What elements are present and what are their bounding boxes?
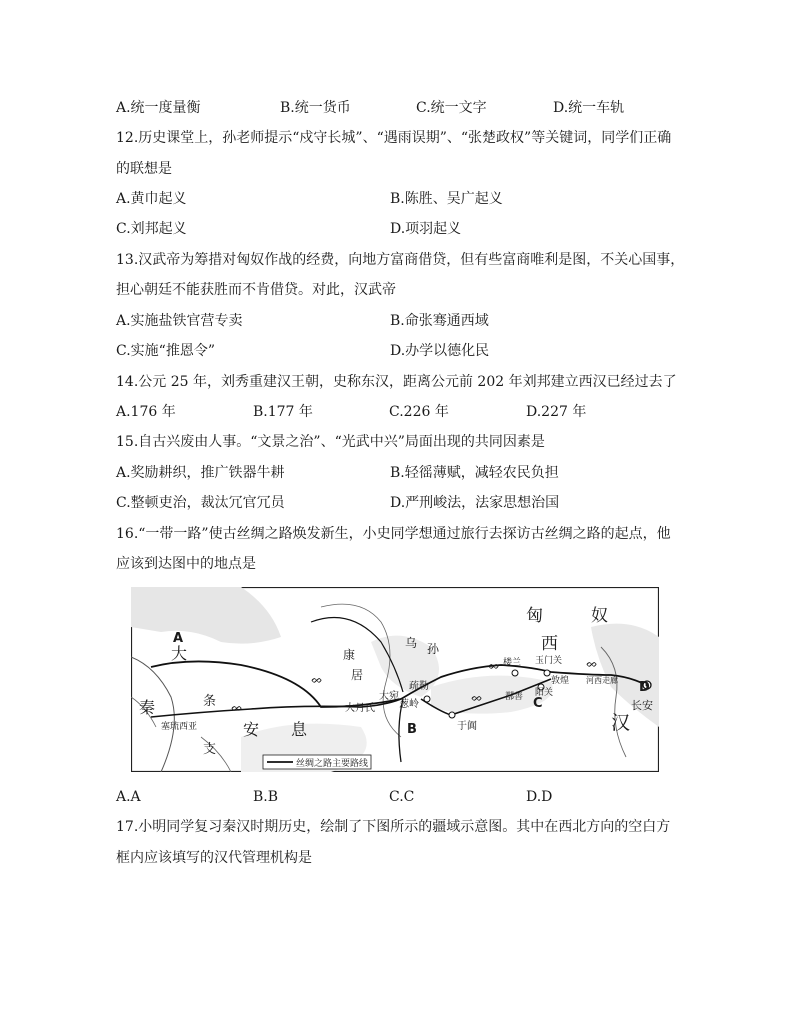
q14-option-c: C.226 年 [389,404,449,420]
q13-option-a: A.实施盐铁官营专卖 [116,313,243,329]
q13-option-c: C.实施“推恩令” [116,343,215,359]
region-tiaozhi-2: 支 [203,742,217,757]
q16-stem-line1: 16.“一带一路”使古丝绸之路焕发新生，小史同学想通过旅行去探访古丝绸之路的起点，他 [116,526,671,542]
region-anxi-2: 息 [291,720,308,739]
q16-stem-line2: 应该到达图中的地点是 [116,556,256,572]
q15-stem-line1: 15.自古兴废由人事。“文景之治”、“光武中兴”局面出现的共同因素是 [116,434,545,450]
region-anxi-1: 安 [243,720,260,739]
place-shanshan: 鄯善 [505,692,524,702]
q11-option-a: A.统一度量衡 [116,100,201,116]
region-kangju-1: 康 [343,648,356,662]
city-marker-yutian [449,712,455,718]
q12-option-a: A.黄巾起义 [116,191,187,207]
place-changan: 长安 [631,699,653,712]
place-yutian: 于阗 [457,721,477,732]
marker-d: D [639,680,650,695]
region-kangju-2: 居 [351,668,364,682]
q15-option-a: A.奖励耕织，推广铁器牛耕 [116,465,285,481]
q13-option-d: D.办学以德化民 [390,343,490,359]
place-dayuezhi: 大月氏 [345,703,375,714]
region-tiaozhi-1: 条 [203,694,217,709]
q17-stem-line2: 框内应该填写的汉代管理机构是 [116,850,312,866]
q14-stem-line1: 14.公元 25 年，刘秀重建汉王朝，史称东汉，距离公元前 202 年刘邦建立西汉已经过去了 [116,374,677,390]
region-xiongnu-1: 匈 [526,606,543,626]
q15-option-d: D.严刑峻法，法家思想治国 [390,495,560,511]
q11-option-b: B.统一货币 [280,100,351,116]
place-loulan: 楼兰 [503,658,522,668]
camel-icon-5: ᨖ [586,657,598,670]
q16-option-b: B.B [253,789,279,805]
q15-option-b: B.轻徭薄赋，减轻农民负担 [390,465,559,481]
region-han: 汉 [611,712,631,734]
q12-stem-line2: 的联想是 [116,161,172,177]
region-xiyu: 西 [541,634,558,654]
region-daqin-2: 秦 [139,698,156,717]
city-marker-congling [424,696,430,702]
camel-icon-2: ᨖ [311,673,323,686]
q13-stem-line2: 担心朝廷不能获胜而不肯借贷。对此，汉武帝 [116,282,396,298]
camel-icon-4: ᨖ [488,659,500,672]
place-yangguan: 阳关 [535,688,554,698]
place-shule: 疏勒 [409,681,429,692]
legend-label: 丝绸之路主要路线 [296,759,369,769]
city-marker-yumenguan [544,670,550,676]
q13-stem-line1: 13.汉武帝为筹措对匈奴作战的经费，向地方富商借贷，但有些富商唯利是图，不关心国事， [116,252,685,268]
q16-option-a: A.A [116,789,141,805]
region-wusun-2: 孙 [427,642,440,656]
q14-option-d: D.227 年 [526,404,587,420]
region-xiongnu-2: 奴 [591,606,608,626]
camel-icon-3: ᨖ [471,691,483,704]
city-marker-loulan [512,670,518,676]
place-yumenguan: 玉门关 [535,656,563,666]
q14-option-b: B.177 年 [253,404,313,420]
q17-stem-line1: 17.小明同学复习秦汉时期历史，绘制了下图所示的疆域示意图。其中在西北方向的空白方 [116,819,671,835]
place-seleucia: 塞琉西亚 [161,722,198,732]
place-dunhuang: 敦煌 [551,676,570,686]
region-wusun-1: 乌 [405,636,418,650]
q13-option-b: B.命张骞通西域 [390,313,489,329]
q12-option-c: C.刘邦起义 [116,221,187,237]
q16-option-c: C.C [389,789,415,805]
q11-option-d: D.统一车轨 [553,100,625,116]
q12-option-b: B.陈胜、吴广起义 [390,191,503,207]
q12-option-d: D.项羽起义 [390,221,462,237]
camel-icon-1: ᨖ [231,701,243,714]
marker-b: B [407,722,417,737]
marker-a: A [173,631,184,646]
place-hexi-corridor: 河西走廊 [586,676,618,685]
place-congling: 葱岭 [399,699,419,710]
q16-option-d: D.D [526,789,553,805]
q15-option-c: C.整顿吏治，裁汰冗官冗员 [116,495,285,511]
q14-option-a: A.176 年 [116,404,176,420]
silk-road-map [131,587,659,772]
q12-stem-line1: 12.历史课堂上，孙老师提示“戍守长城”、“遇雨误期”、“张楚政权”等关键词，同学们正确 [116,130,672,146]
q11-option-c: C.统一文字 [416,100,487,116]
marker-c: C [533,696,543,711]
region-daqin-1: 大 [171,644,188,663]
place-dayuan: 大宛 [379,691,399,702]
